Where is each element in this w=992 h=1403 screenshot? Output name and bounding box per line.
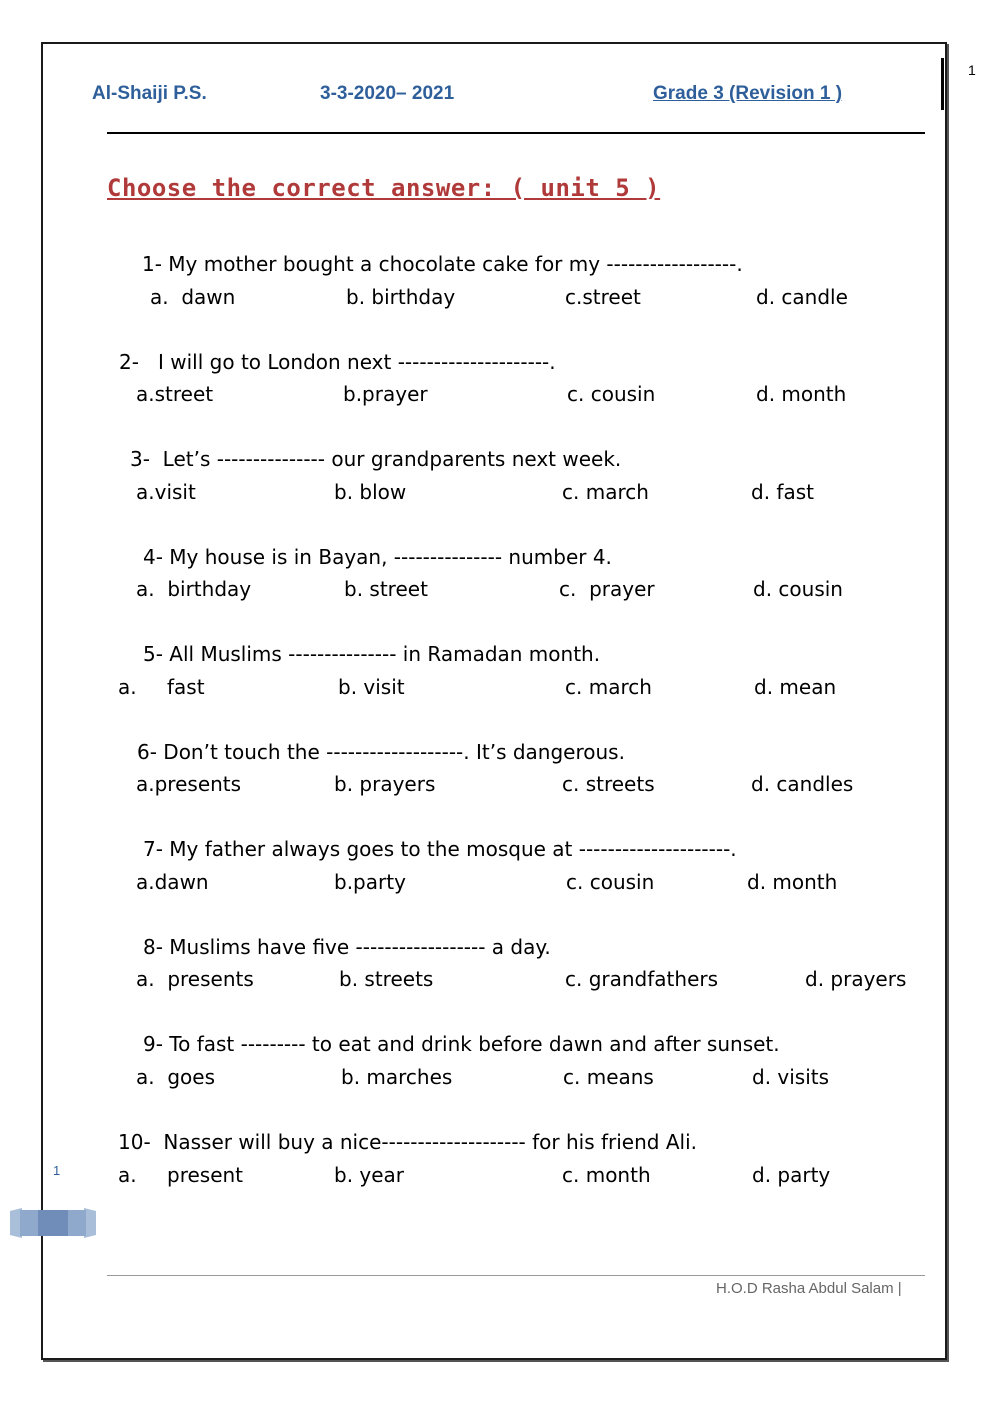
header-grade [653, 83, 842, 105]
question-6: 6- Don’t touch the -------------------. It’s dangerous. [137, 740, 625, 764]
option-3d: d. fast [751, 480, 814, 504]
option-8c: c. grandfathers [565, 967, 719, 991]
option-5c: c. march [565, 675, 652, 699]
option-10a-letter: a. [118, 1163, 137, 1187]
option-8d: d. prayers [805, 967, 907, 991]
option-5b: b. visit [338, 675, 405, 699]
option-4b: b. street [344, 577, 428, 601]
question-4: 4- My house is in Bayan, --------------- number 4. [143, 545, 612, 569]
option-1c: c.street [565, 285, 641, 309]
question-3: 3- Let’s --------------- our grandparents next week. [130, 447, 622, 471]
option-2c: c. cousin [567, 382, 656, 406]
option-3a: a.visit [136, 480, 196, 504]
option-10d: d. party [752, 1163, 831, 1187]
margin-page-number: 1 [53, 1163, 61, 1178]
option-3c: c. march [562, 480, 649, 504]
question-7: 7- My father always goes to the mosque at ---------------------. [143, 837, 737, 861]
option-9a: a. goes [136, 1065, 215, 1089]
option-5d: d. mean [754, 675, 837, 699]
option-2a: a.street [136, 382, 214, 406]
question-1: 1- My mother bought a chocolate cake for my ------------------. [142, 252, 743, 276]
ribbon-banner-icon [10, 1208, 96, 1238]
header-divider [107, 132, 925, 134]
option-6d: d. candles [751, 772, 854, 796]
option-9b: b. marches [341, 1065, 453, 1089]
footer-text: H.O.D Rasha Abdul Salam | [716, 1280, 902, 1297]
question-10: 10- Nasser will buy a nice-------------------- for his friend Ali. [118, 1130, 697, 1154]
option-6c: c. streets [562, 772, 655, 796]
option-8a: a. presents [136, 967, 254, 991]
option-2d: d. month [756, 382, 847, 406]
option-1b: b. birthday [346, 285, 456, 309]
option-7c: c. cousin [566, 870, 655, 894]
option-4d: d. cousin [753, 577, 843, 601]
option-4a: a. birthday [136, 577, 252, 601]
option-1d: d. candle [756, 285, 848, 309]
page-number: 1 [968, 62, 976, 78]
option-3b: b. blow [334, 480, 407, 504]
question-9: 9- To fast --------- to eat and drink before dawn and after sunset. [143, 1032, 780, 1056]
option-10b: b. year [334, 1163, 405, 1187]
option-7a: a.dawn [136, 870, 209, 894]
option-4c: c. prayer [559, 577, 655, 601]
option-10a: present [167, 1163, 244, 1187]
option-5a: fast [167, 675, 205, 699]
option-10c: c. month [562, 1163, 651, 1187]
question-5: 5- All Muslims --------------- in Ramadan month. [143, 642, 601, 666]
option-7b: b.party [334, 870, 406, 894]
question-8: 8- Muslims have five ------------------ a day. [143, 935, 551, 959]
header-date: 3-3-2020– 2021 [320, 83, 455, 104]
option-5a-letter: a. [118, 675, 137, 699]
margin-bar [941, 58, 944, 110]
footer-divider [107, 1275, 925, 1276]
option-6b: b. prayers [334, 772, 436, 796]
option-2b: b.prayer [343, 382, 428, 406]
page-title: Choose the correct answer: ( unit 5 ) [107, 174, 661, 202]
option-9c: c. means [563, 1065, 654, 1089]
option-9d: d. visits [752, 1065, 830, 1089]
option-8b: b. streets [339, 967, 434, 991]
option-6a: a.presents [136, 772, 242, 796]
school-name: Al-Shaiji P.S. [92, 83, 207, 104]
option-7d: d. month [747, 870, 838, 894]
revision-label: (Revision 1 ) [729, 83, 843, 104]
option-1a: a. dawn [150, 285, 236, 309]
question-2: 2- I will go to London next ---------------------. [119, 350, 556, 374]
grade-label: Grade 3 [653, 83, 730, 104]
